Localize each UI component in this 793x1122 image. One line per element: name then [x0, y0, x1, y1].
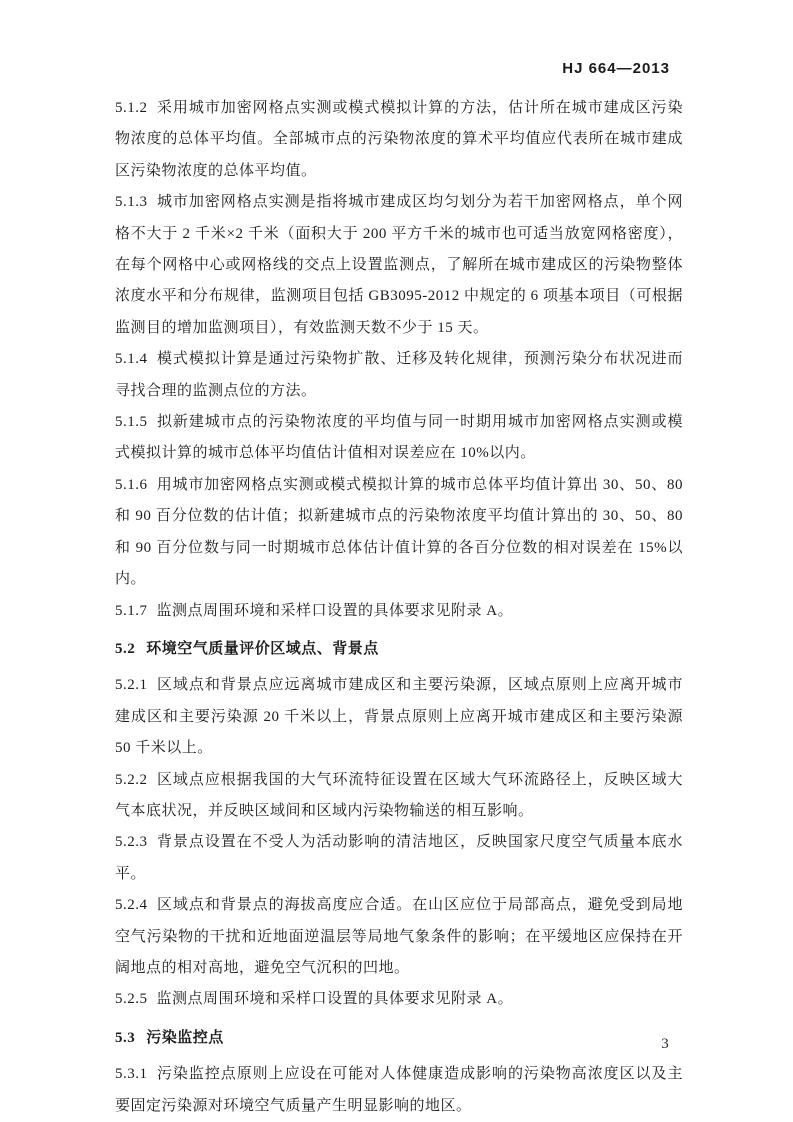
clause-text: 背景点设置在不受人为活动影响的清洁地区，反映国家尺度空气质量本底水平。 [115, 834, 683, 882]
clause-5-1-4 [115, 344, 683, 407]
clause-text: 区域点和背景点的海拔高度应合适。在山区应位于局部高点，避免受到局地空气污染物的干扰和近地面逆温层等局地气象条件的影响；在平缓地区应保持在开阔地点的相对高地，避免空气沉积的凹地。 [115, 897, 683, 976]
clause-number: 5.1.2 [115, 100, 148, 116]
clause-text: 区域点应根据我国的大气环流特征设置在区域大气环流路径上，反映区域大气本底状况，并反映区域间和区域内污染物输送的相互影响。 [115, 771, 683, 819]
clause-number: 5.1.7 [115, 602, 148, 619]
clause-5-2-3 [115, 827, 683, 890]
clause-5-2-5 [115, 984, 683, 1015]
clause-text: 监测点周围环境和采样口设置的具体要求见附录 A。 [156, 991, 514, 1008]
clause-number: 5.3.1 [115, 1066, 148, 1083]
section-title: 污染监控点 [146, 1029, 224, 1046]
clause-number: 5.2.1 [115, 677, 148, 694]
standard-number: HJ 664—2013 [562, 60, 670, 77]
clause-number: 5.1.5 [115, 414, 148, 431]
page-footer [650, 1036, 680, 1053]
clause-number: 5.1.6 [115, 476, 148, 493]
clause-text: 用城市加密网格点实测或模式模拟计算的城市总体平均值计算出 30、50、80 和 90 百分位数的估计值；拟新建城市点的污染物浓度平均值计算出的 30、50、80 和 90 百分位数与同一时期城市总体估计值计算的各百分位数的相对误差在 15%以内。 [115, 476, 683, 588]
clause-number: 5.2.2 [115, 771, 148, 788]
clause-text: 监测点周围环境和采样口设置的具体要求见附录 A。 [156, 602, 514, 619]
clause-5-1-6 [115, 470, 683, 596]
clause-5-2-1 [115, 670, 683, 764]
clause-text: 城市加密网格点实测是指将城市建成区均匀划分为若干加密网格点，单个网格不大于 2 千米×2 千米（面积大于 200 平方千米的城市也可适当放宽网格密度），在每个网格中心或网格线的交点上设置监测点，了解所在城市建成区的污染物整体浓度水平和分布规律，监测项目包括 GB3095-2012 中规定的 6 项基本项目（可根据监测目的增加监测项目），有效监测天数不少于 15 天。 [115, 194, 683, 336]
clause-5-1-7 [115, 596, 683, 627]
section-number: 5.3 [115, 1029, 136, 1046]
clause-number: 5.2.5 [115, 991, 148, 1008]
clause-number: 5.2.4 [115, 897, 148, 914]
clause-number: 5.1.3 [115, 194, 148, 211]
page-number: 3 [661, 1036, 669, 1052]
clause-5-1-3 [115, 187, 683, 344]
clause-text: 采用城市加密网格点实测或模式模拟计算的方法，估计所在城市建成区污染物浓度的总体平均值。全部城市点的污染物浓度的算术平均值应代表所在城市建成区污染物浓度的总体平均值。 [115, 100, 683, 179]
clause-5-2-4 [115, 890, 683, 984]
document-body [115, 93, 683, 1122]
clause-text: 拟新建城市点的污染物浓度的平均值与同一时期用城市加密网格点实测或模式模拟计算的城市总体平均值估计值相对误差应在 10%以内。 [115, 414, 683, 462]
section-heading-5-3 [115, 1023, 683, 1054]
clause-5-1-2 [115, 93, 683, 187]
section-title: 环境空气质量评价区域点、背景点 [146, 640, 379, 657]
section-number: 5.2 [115, 640, 136, 657]
clause-number: 5.1.4 [115, 351, 148, 368]
clause-number: 5.2.3 [115, 834, 148, 851]
clause-5-3-1 [115, 1059, 683, 1122]
clause-text: 区域点和背景点应远离城市建成区和主要污染源，区域点原则上应离开城市建成区和主要污染源 20 千米以上，背景点原则上应离开城市建成区和主要污染源 50 千米以上。 [115, 677, 683, 757]
section-heading-5-2 [115, 634, 683, 665]
clause-text: 模式模拟计算是通过污染物扩散、迁移及转化规律，预测污染分布状况进而寻找合理的监测点位的方法。 [115, 351, 683, 399]
page-header [0, 60, 670, 77]
clause-5-1-5 [115, 407, 683, 470]
clause-text: 污染监控点原则上应设在可能对人体健康造成影响的污染物高浓度区以及主要固定污染源对环境空气质量产生明显影响的地区。 [115, 1066, 683, 1114]
clause-5-2-2 [115, 765, 683, 828]
